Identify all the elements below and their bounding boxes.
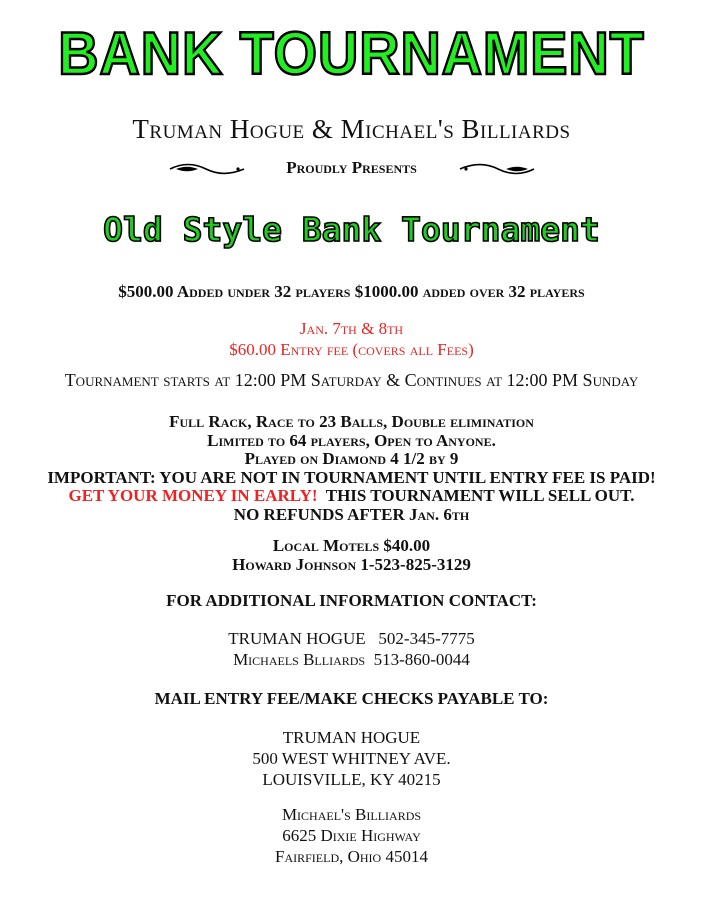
mailing-address-2 [0, 804, 703, 867]
lodging-motels: Local Motels $40.00 [272, 536, 431, 555]
address-2-street: 6625 Dixie Highway [282, 826, 421, 845]
rules-format: Full Rack, Race to 23 Balls, Double elimination [169, 412, 534, 431]
rules-block [0, 413, 703, 524]
sell-out-warning: THIS TOURNAMENT WILL SELL OUT. [317, 486, 635, 505]
address-1-street: 500 WEST WHITNEY AVE. [252, 749, 451, 768]
entry-fee: $60.00 Entry fee (covers all Fees) [229, 340, 474, 359]
mail-heading: MAIL ENTRY FEE/MAKE CHECKS PAYABLE TO: [154, 689, 549, 708]
rules-refunds: NO REFUNDS AFTER Jan. 6th [233, 504, 470, 524]
rules-table: Played on Diamond 4 1/2 by 9 [244, 449, 459, 468]
contacts-block [0, 628, 703, 670]
early-warning: GET YOUR MONEY IN EARLY! [68, 486, 318, 505]
rules-limit: Limited to 64 players, Open to Anyone. [207, 430, 496, 450]
main-title: BANK TOURNAMENT [58, 20, 645, 87]
address-1-name: TRUMAN HOGUE [282, 728, 421, 747]
hosts-heading: Truman Hogue & Michael's Billiards [132, 114, 571, 144]
contact-heading: FOR ADDITIONAL INFORMATION CONTACT: [166, 591, 537, 610]
rules-warning-line [0, 487, 703, 506]
event-dates: Jan. 7th & 8th [299, 319, 404, 338]
rules-important: IMPORTANT: YOU ARE NOT IN TOURNAMENT UNTIL ENTRY FEE IS PAID! [47, 467, 656, 487]
contact-person-1: TRUMAN HOGUE 502-345-7775 [228, 629, 475, 648]
right-flourish-icon [458, 162, 536, 176]
contact-person-2: Michaels Blliards 513-860-0044 [233, 650, 470, 669]
address-2-name: Michael's Billiards [281, 805, 422, 824]
event-title: Old Style Bank Tournament [103, 210, 600, 249]
lodging-block [0, 537, 703, 574]
presents-text: Proudly Presents [286, 158, 417, 177]
address-1-city: LOUISVILLE, KY 40215 [262, 770, 441, 789]
address-2-city: Fairfield, Ohio 45014 [275, 847, 428, 866]
lodging-hotel: Howard Johnson 1-523-825-3129 [232, 554, 471, 574]
start-times: Tournament starts at 12:00 PM Saturday & Continues at 12:00 PM Sunday [64, 370, 639, 390]
presents-row [0, 156, 703, 180]
mailing-address-1 [0, 727, 703, 790]
added-money: $500.00 Added under 32 players $1000.00 added over 32 players [118, 282, 585, 301]
